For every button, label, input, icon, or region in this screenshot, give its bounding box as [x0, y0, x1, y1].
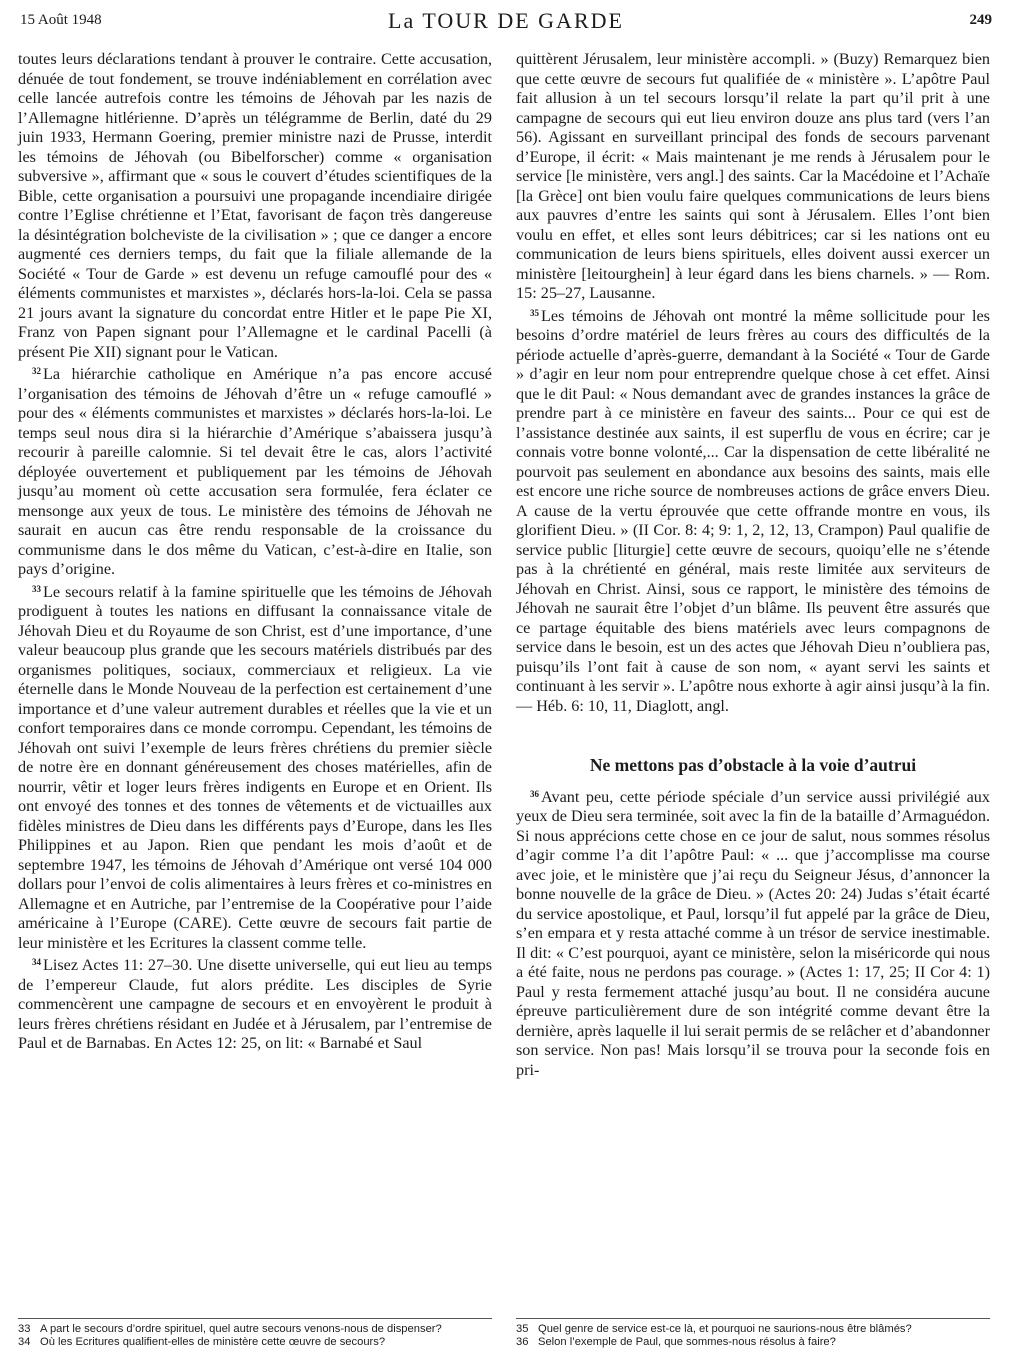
paragraph-36	[516, 785, 990, 1081]
paragraph-number: 33	[32, 583, 41, 594]
paragraph-number: 34	[32, 957, 41, 967]
section-heading: Ne mettons pas d’obstacle à la voie d’autrui	[589, 755, 917, 775]
paragraph-number: 36	[530, 788, 539, 799]
footnotes-right	[516, 1318, 990, 1348]
paragraph-number: 35	[530, 307, 539, 318]
footnote-question	[18, 1323, 492, 1336]
footnote-number: 33	[18, 1323, 31, 1335]
footnote-question	[18, 1336, 492, 1349]
left-column	[18, 50, 492, 1054]
paragraph-text: Lisez Actes 11: 27–30. Une disette universelle, qui eut lieu au temps de l’empereur Claude, fut alors prédite. Les disciples de Syrie commencèrent une campagne de secours et en envoyèrent le produit à leurs frères chrétiens résidant en Judée et à Jérusalem, par l’entremise de Paul et de Barnabas. En Actes 12: 25, on lit: « Barnabé et Saul	[18, 956, 492, 1052]
right-column	[516, 50, 990, 1080]
section-spacer	[516, 716, 990, 756]
footnote-number: 36	[516, 1335, 529, 1348]
page-header	[20, 8, 992, 38]
magazine-title: La TOUR DE GARDE	[388, 8, 624, 33]
paragraph-33	[18, 580, 492, 954]
paragraph-number: 32	[32, 366, 41, 376]
paragraph-text: Le secours relatif à la famine spirituelle que les témoins de Jéhovah prodiguent à toutes les nations en diffusant la connaissance vitale de Jéhovah Dieu et du Royaume de son Christ, est d’une importance, d’une valeur beaucoup plus grande que les secours matériels distribués par des organismes politiques, sociaux, commerciaux et religieux. La vie éternelle dans le Monde Nouveau de la perfection est certainement d’une importance et d’une valeur autrement durables et réelles que la vie et un confort temporaires dans ce monde corrompu. Cependant, les témoins de Jéhovah ont suivi l’exemple de leurs frères chrétiens du premier siècle de notre ère en donnant généreusement des choses matérielles, afin de nourrir, vêtir et loger leurs frères indigents en Europe et en Orient. Ils ont envoyé des tonnes et des tonnes de vêtements et de victuailles aux fidèles ministres de Dieu dans les différents pays d’Europe, dans les Iles Philippines et au Japon. Rien que pendant les mois d’août et de septembre 1947, les témoins de Jéhovah d’Amérique ont versé 104 000 dollars pour l’envoi de colis alimentaires à leurs frères et co-ministres en Allemagne et en Autriche, par l’entremise de la Coopérative pour l’aide américaine à l’Europe (CARE). Cette œuvre de secours fait partie de leur ministère et les Ecritures la classent comme telle.	[18, 582, 492, 952]
paragraph-32	[18, 362, 492, 580]
footnote-text: Quel genre de service est-ce là, et pourquoi ne saurions-nous être blâmés?	[538, 1323, 912, 1335]
paragraph-34-continued: quittèrent Jérusalem, leur ministère accompli. » (Buzy) Remarquez bien que cette œuvre de secours fut qualifiée de « ministère ». L’apôtre Paul fait allusion à un tel secours lorsqu’il relate la part qu’il prit à une campagne de secours qui eut lieu environ douze ans plus tard (vers l’an 56). Agissant en surveillant principal des fonds de secours parvenant d’Europe, il écrit: « Mais maintenant je me rends à Jérusalem pour le service [le ministère, vers angl.] des saints. Car la Macédoine et l’Achaïe [la Grèce] ont bien voulu faire quelques communications de leurs biens aux pauvres d’entre les saints qui sont à Jérusalem. Elles l’ont bien voulu en effet, et elles sont leurs débitrices; car si les nations ont eu communication de leurs biens spirituels, elles doivent aussi exercer un ministère [leitourghein] à leur égard dans les biens charnels. » — Rom. 15: 25–27, Lausanne.	[516, 50, 990, 302]
paragraph-text: Avant peu, cette période spéciale d’un service aussi privilégié aux yeux de Dieu sera terminée, soit avec la fin de la bataille d’Armaguédon. Si nous apprécions cette chose en ce jour de salut, nous sommes résolus d’agir comme l’a dit l’apôtre Paul: « ... que j’accomplisse ma course avec joie, et le ministère que j’ai reçu du Seigneur Jésus, d’annoncer la bonne nouvelle de la grâce de Dieu. » (Actes 20: 24) Judas s’était écarté du service apostolique, et Paul, lorsqu’il fut appelé par la grâce de Dieu, s’en empara et y resta attaché comme à un trésor de service inestimable. Il dit: « C’est pourquoi, ayant ce ministère, selon la miséricorde qui nous a été faite, nous ne perdons pas courage. » (Actes 1: 17, 25; II Cor 4: 1) Paul y resta fermement attaché jusqu’au bout. Il ne considéra aucune épreuve particulièrement dure de son intégrité comme devant être la dernière, après laquelle il lui serait permis de se relâcher et d’abandonner son service. Non pas! Mais lorsqu’il se trouva pour la seconde fois en pri-	[516, 787, 990, 1079]
footnote-text: Selon l’exemple de Paul, que sommes-nous résolus à faire?	[538, 1335, 836, 1348]
issue-date: 15 Août 1948	[20, 12, 102, 28]
footnotes-left	[18, 1318, 492, 1348]
paragraph-31-continued: toutes leurs déclarations tendant à prouver le contraire. Cette accusation, dénuée de tout fondement, se trouve indéniablement en corrélation avec celle lancée autrefois contre les témoins de Jéhovah par les nazis de l’Allemagne hitlérienne. D’après un télégramme de Berlin, daté du 29 juin 1933, Hermann Goering, premier ministre nazi de Prusse, interdit les témoins de Jéhovah (ou Bibelforscher) comme « organisation subversive », affirmant que « sous le couvert d’études scientifiques de la Bible, cette organisation a poursuivi une propagande incendiaire dirigée contre l’Eglise chrétienne et l’Etat, favorisant de façon très dangereuse la désintégration bolcheviste de la civilisation » ; que ce danger a encore augmenté ces derniers temps, du fait que la filiale allemande de la Société « Tour de Garde » est devenu un refuge camouflé pour des « éléments communistes et marxistes », déclarés hors-la-loi. Cela se passa 21 jours avant la signature du concordat entre Hitler et le pape Pie XI, Franz von Papen signant pour l’Allemagne et le cardinal Pacelli (à présent Pie XII) signant pour le Vatican.	[18, 50, 492, 361]
page-number: 249	[969, 12, 992, 28]
footnote-text: A part le secours d’ordre spirituel, quel autre secours venons-nous de dispenser?	[40, 1323, 442, 1335]
footnote-question	[516, 1323, 990, 1336]
footnote-text: Où les Ecritures qualifient-elles de ministère cette œuvre de secours?	[40, 1335, 386, 1348]
paragraph-text: Les témoins de Jéhovah ont montré la même sollicitude pour les besoins d’ordre matériel de leurs frères au cours des difficultés de la période actuelle d’après-guerre, demandant à la Société « Tour de Garde » d’agir en leur nom pour entreprendre quelque chose à cet effet. Ainsi que le dit Paul: « Nous demandant avec de grandes instances la grâce de prendre part à ce ministère en faveur des saints... Pour ce qui est de l’assistance destinée aux saints, il est superflu de vous en écrire; car je connais votre bonne volonté,... Car la dispensation de cette libéralité ne pourvoit pas seulement en abondance aux besoins des saints, mais elle est encore une riche source de nombreuses actions de grâce envers Dieu. A cause de la vertu éprouvée que cette offrande montre en vous, ils glorifient Dieu. » (II Cor. 8: 4; 9: 1, 2, 12, 13, Crampon) Paul qualifie de service public [liturgie] cette œuvre de secours, quoiqu’elle ne s’étende pas à la chrétienté en général, mais reste limitée aux serviteurs de Jéhovah en Christ. Ainsi, sous ce rapport, le ministère des témoins de Jéhovah ne saurait être l’objet d’un blâme. Ils peuvent être assurés que ce partage équitable des biens matériels avec leurs compagnons de service dans le besoin, est un des actes que Jéhovah Dieu n’oubliera pas, puisqu’ils l’ont fait à cause de son nom, « ayant servi les saints et continuant à les servir ». L’apôtre nous exhorte à agir ainsi jusqu’à la fin. — Héb. 6: 10, 11, Diaglott, angl.	[516, 306, 990, 715]
footnote-question	[516, 1336, 990, 1349]
paragraph-text: La hiérarchie catholique en Amérique n’a pas encore accusé l’organisation des témoins de Jéhovah d’être un « refuge camouflé » pour des « éléments communistes et marxistes » déclarés hors-la-loi. Le temps seul nous dira si la hiérarchie d’Amérique s’abaissera jusqu’à recourir à pareille calomnie. Si tel devait être le cas, alors l’activité déployée ouvertement et publiquement par les témoins de Jéhovah jusqu’au moment où cette accusation sera formulée, fera éclater ce mensonge aux yeux de tous. Le ministère des témoins de Jéhovah ne saurait en aucun cas être rendu responsable de la croissance du communisme dans le dos même du Vatican, c’est-à-dire en Italie, son pays d’origine.	[18, 365, 492, 578]
footnote-number: 35	[516, 1323, 529, 1335]
paragraph-35	[516, 304, 990, 717]
footnote-number: 34	[18, 1335, 31, 1348]
paragraph-34	[18, 953, 492, 1054]
